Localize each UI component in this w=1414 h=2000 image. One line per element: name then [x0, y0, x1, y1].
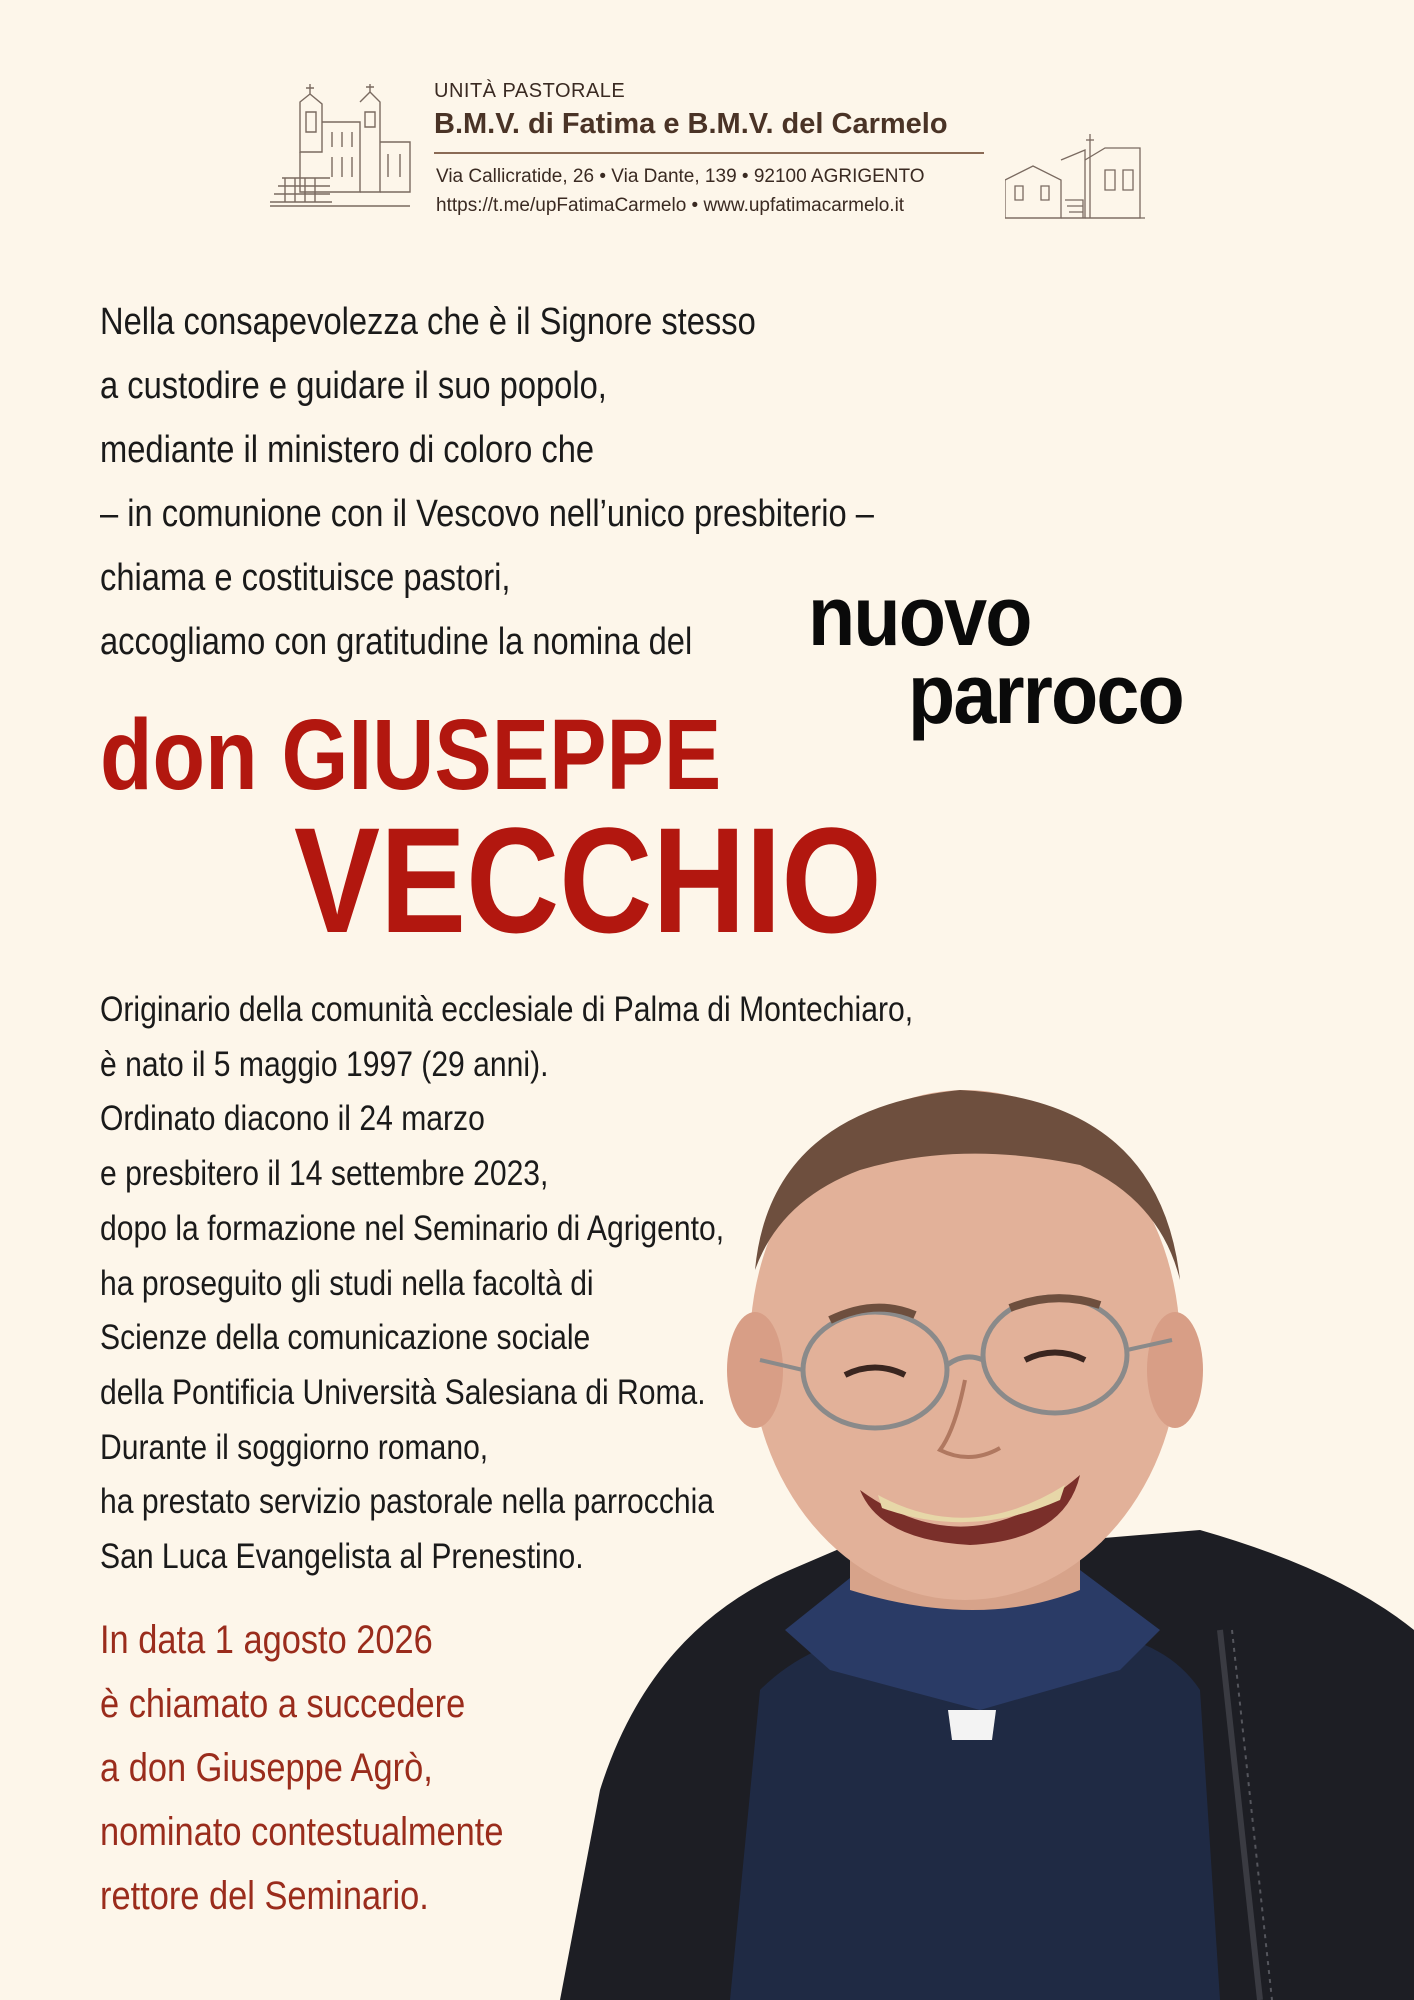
- intro-paragraph: [100, 290, 926, 674]
- bio-line: è nato il 5 maggio 1997 (29 anni).: [100, 1044, 549, 1084]
- closing-line: In data 1 agosto 2026: [100, 1618, 433, 1662]
- closing-line: a don Giuseppe Agrò,: [100, 1746, 433, 1790]
- priest-portrait: [560, 1070, 1414, 2000]
- bio-line: Durante il soggiorno romano,: [100, 1427, 489, 1467]
- parish-name: B.M.V. di Fatima e B.M.V. del Carmelo: [434, 108, 948, 140]
- bio-line: della Pontificia Università Salesiana di Roma.: [100, 1372, 706, 1412]
- header-divider: [434, 152, 984, 154]
- parish-address: Via Callicratide, 26 • Via Dante, 139 • 92100 AGRIGENTO: [436, 166, 925, 187]
- priest-surname: VECCHIO: [294, 796, 882, 964]
- bio-line: San Luca Evangelista al Prenestino.: [100, 1537, 584, 1577]
- church-left-illustration: [270, 82, 415, 214]
- unit-label: UNITÀ PASTORALE: [434, 80, 626, 102]
- closing-line: rettore del Seminario.: [100, 1874, 429, 1918]
- closing-line: nominato contestualmente: [100, 1810, 504, 1854]
- bio-line: ha prestato servizio pastorale nella parrocchia: [100, 1482, 715, 1522]
- closing-line: è chiamato a succedere: [100, 1682, 466, 1726]
- intro-line: mediante il ministero di coloro che: [100, 429, 595, 471]
- parish-web-links: https://t.me/upFatimaCarmelo • www.upfatimacarmelo.it: [436, 195, 905, 216]
- church-right-illustration: [1005, 130, 1145, 220]
- intro-line: Nella consapevolezza che è il Signore stesso: [100, 301, 756, 343]
- headline-nuovo: nuovo: [808, 569, 1031, 663]
- bio-line: Ordinato diacono il 24 marzo: [100, 1099, 485, 1139]
- intro-line: – in comunione con il Vescovo nell’unico presbiterio –: [100, 493, 874, 535]
- bio-line: Originario della comunità ecclesiale di Palma di Montechiaro,: [100, 990, 914, 1029]
- intro-line: chiama e costituisce pastori,: [100, 557, 511, 599]
- intro-line: accogliamo con gratitudine la nomina del: [100, 621, 693, 663]
- intro-line: a custodire e guidare il suo popolo,: [100, 365, 607, 407]
- priest-first-name: don GIUSEPPE: [100, 699, 722, 811]
- headline-parroco: parroco: [908, 647, 1183, 741]
- bio-line: dopo la formazione nel Seminario di Agrigento,: [100, 1208, 725, 1248]
- bio-line: e presbitero il 14 settembre 2023,: [100, 1154, 549, 1194]
- bio-line: ha proseguito gli studi nella facoltà di: [100, 1263, 594, 1303]
- bio-line: Scienze della comunicazione sociale: [100, 1318, 591, 1358]
